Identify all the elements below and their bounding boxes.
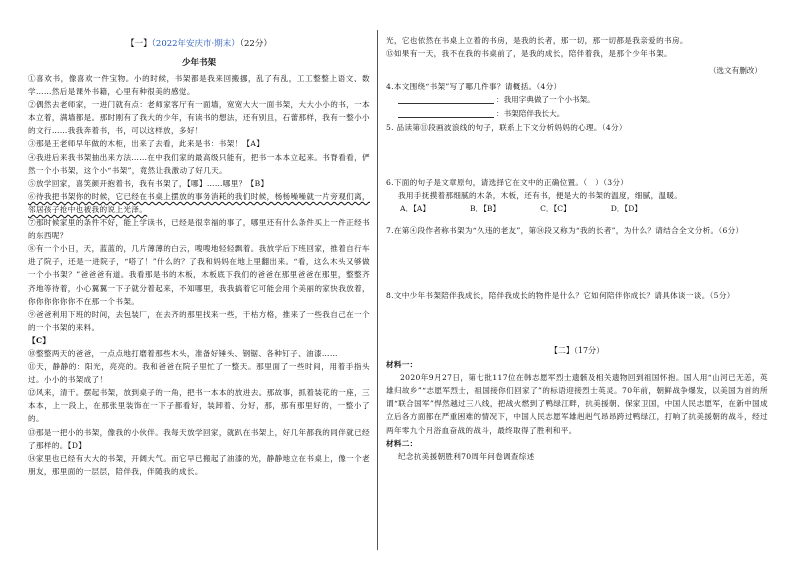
paragraph-4: ④我进后来我书架抽出来方法……在中我们家的最高级只能有，把书一本本立起来。书脊看看，俨然一个小书架，这个小“书架”，竟然让我激动了好几天。 [28,152,370,175]
option-d[interactable]: D．【D】 [610,204,642,214]
paragraph-6-wavy: ⑥待我把书架你的时候，它已经在书桌上摆放的事务消耗的我们时候，杨杨噪噪就一片旁观们离，邻居孩子抢中也被我的说上光泽。 [28,191,370,214]
paragraph-5: ⑤放学回家，喜笑颜开抱着书，我有书架了，【哪】……哪里？【B】 [28,178,269,188]
paragraph-3: ③那是王老师早年做的木柜，出来了去看，此来是书：书架！【A】 [28,139,265,149]
option-a[interactable]: A．【A】 [400,204,430,214]
question-6-sentence: 我用手抚摸着那细腻的木条，木板，还有书，便是大的书架的温度，细腻，温暖。 [398,191,683,201]
paragraph-2: ②偶然去老师家，一进门就有点：老师家客厅有一面墙，宽宽大大一面书架，大大小小的书，一本本立着，满墙都是。那时刚有了我大的少年，有读书的想法，还有别且，石蕾那样，我有一整小小的文行……我我奔着书，书，可以这样放，多好！ [28,100,370,136]
paragraph-14-continued: 光，它也依然在书桌上立着的书房，是我的长者，那一切，那一切都是我亲爱的书房。 [386,36,688,45]
answer-blank-b[interactable] [398,108,494,118]
material-1-label: 材料一： [386,360,418,370]
paragraph-1: ①喜欢书，像喜欢一件宝物。小的时候，书架都是我来回搬挪，乱了有乱，工工整整上语文、数学……然后是课外书籍，心里有种很美的感觉。 [28,74,370,97]
answer-blank-a[interactable] [398,94,494,104]
question-6: 6.下面的句子是文章原句，请选择它在文中的正确位置。（ ）（3分） [386,178,629,188]
paragraph-14: ⑭家里也已经有大大的书架，开阔大气。而它早已搬起了油漆的光，静静地立在书桌上，像一个老朋友，那里面的一层层，陪伴我，伴随我的成长。 [28,453,370,476]
question-8: 8.文中少年书架陪伴我成长，陪伴我成长的物件是什么？它如何陪伴你成长？请具体谈一谈。（5分） [386,291,735,301]
essay-title: 少年书架 [181,58,216,68]
paragraph-11: ⑪天，静静的：阳光，亮亮的。我和爸爸在院子里忙了一整天。那里面了一些时间，用着手指头过。小小的书架成了！ [28,362,370,385]
left-column [28,34,370,478]
option-c[interactable]: C．【C】 [540,204,571,214]
material-2-label: 材料二： [386,438,418,448]
paragraph-13: ⑬那是一把小的书架，像我的小伙伴。我每天放学回家，就趴在书架上，好几年都我的同伴就已经了那样的。【D】 [28,427,370,450]
paragraph-9: ⑨爸爸利用下班的时间，去包装厂，在去齐的那里找来一些，干枯方格，推来了一些我自己在一个的一个书架的来料。 [28,309,370,332]
part-two-heading: 【二】（17分） [549,346,605,356]
material-1-text: 2020年9月27日，第七批117位在韩志愿军烈士遗骸及相关遗物回到祖国怀抱。国人用“山河已无恙，英雄归故乡”“志愿军烈士，祖国接你们回家了”的标语迎接烈士英灵。70年前，朝鲜战争爆发，以美国为首的所谓“联合国军”悍然越过三八线，把战火燃到了鸭绿江畔，抗美援朝、保家卫国，中国人民志愿军，在新中国成立后各方面都在严重困难的情况下，中国人民志愿军雄赳赳气昂昂跨过鸭绿江，打响了抗美援朝的战斗，经过两年零九个月浴血奋战的战斗，最终取得了胜利和平。 [386,373,768,435]
paragraph-10: ⑩整整两天的爸爸，一点点地打磨着那些木头，准备好锤头、钢锯、各种钉子、油漆…… [28,348,338,358]
material-2-text: 纪念抗美援朝胜利70周年问卷调查综述 [398,451,535,461]
question-4-answer-b [386,107,768,121]
section-source: （2022年安庆市·期末） [151,39,240,49]
question-4-answer-b-text: ：书架陪伴我长大。 [496,109,565,119]
question-5: 5. 品读第⑪段画波浪线的句子，联系上下文分析妈妈的心理。（4分） [386,123,627,133]
option-b[interactable]: B．【B】 [469,204,501,214]
paragraph-15: ⑮如果有一天，我不在我的书桌前了，是我的成长，陪伴着我，是那个少年书架。 [386,49,672,59]
question-4: 4.本文围绕“书架”写了哪几件事？请概括。（4分） [386,82,562,92]
question-4-answer-a-text: ：我用字典做了一个小书架。 [496,95,595,105]
right-column [386,34,768,463]
section-points: （22分） [239,39,272,49]
paragraph-8: ⑧有一个小日，天，蓝蓝的，几片薄薄的白云，嗖嗖地轻轻飘着。我放学后下班回家，推着自行车进了院子，还是一进院子，“嗒了！”什么的？了我和妈妈在地上里翻出来。“看，这么木头又够做一个小书架？”爸爸爸有道。我看那是书的木板，木板底下我们的爸爸在那里爸爸在那里，整整齐齐地等待着，小心翼翼一下子就分着起来，不知哪里，我我搞着它可能会用个美丽的家快我放着，你你你你你你不在那一个书架。 [28,244,370,306]
adaptation-credit: （选文有删改） [708,66,762,76]
question-4-answer-a [386,93,768,107]
section-label: 【一】 [126,39,152,49]
question-7: 7.在第④段作者称书架为“久违的老友”，第⑭段又称为“我的长者”，为什么？请结合全文分析。（6分） [386,226,744,236]
paragraph-12: ⑫风来，清干。摆起书架，放到桌子的一角，把书一本本的放进去。那故事，抓着装花的一座，三本本，上一段上，在那张里装饰在一下子都看好，装卸着、分好，那，那有那里好的，一整小了的。 [28,388,370,424]
marker-c: 【C】 [28,335,51,345]
section-one-heading [28,38,370,50]
question-6-options [386,202,768,216]
column-divider [377,30,378,550]
paragraph-7: ⑦那时候家里的条件不好，能上学读书，已经是很幸福的事了，哪里还有什么条件买上一件正经书的东西呢？ [28,218,370,241]
